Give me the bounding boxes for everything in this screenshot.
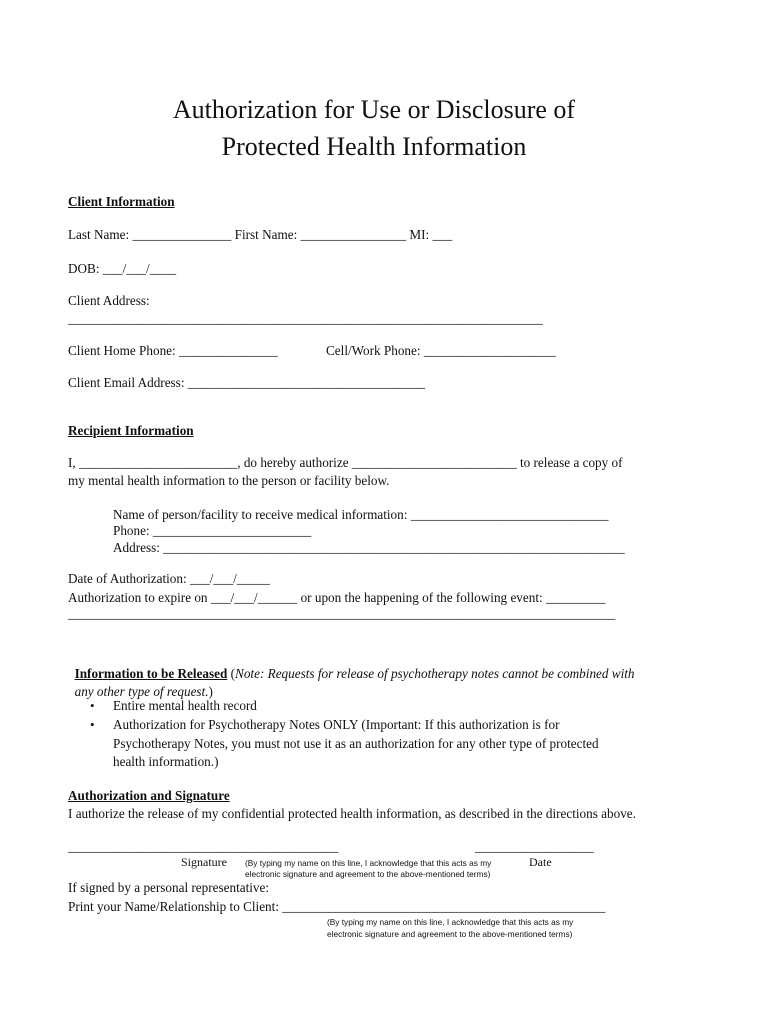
- signature-label: Signature: [181, 855, 227, 869]
- signature-blank: _________________________________________: [68, 839, 339, 854]
- signature-acknowledgement-line-2: electronic signature and agreement to the above-mentioned terms): [245, 869, 491, 879]
- date-blank: __________________: [475, 839, 594, 854]
- release-note-italic-1: Note: Requests for release of psychotherapy notes cannot be combined with: [235, 666, 635, 681]
- authorization-statement: I authorize the release of my confidential protected health information, as described in the directions above.: [68, 806, 636, 821]
- authorize-line-1: I, ________________________, do hereby authorize _________________________ to release a copy of: [68, 455, 623, 470]
- recipient-phone-line: Phone: ________________________: [113, 523, 312, 538]
- representative-acknowledgement-line-1: (By typing my name on this line, I acknowledge that this acts as my: [327, 917, 574, 927]
- release-item-psychotherapy-notes: Authorization for Psychotherapy Notes ONLY (Important: If this authorization is for: [113, 717, 560, 732]
- document-title-line-1: Authorization for Use or Disclosure of: [172, 95, 576, 124]
- date-label: Date: [529, 855, 552, 869]
- note-close-paren: ): [208, 684, 213, 699]
- client-address-blank: ________________________________________________________________________: [68, 311, 543, 326]
- release-note-italic-2: any other type of request.: [74, 684, 209, 699]
- client-information-heading: Client Information: [68, 194, 175, 209]
- information-to-be-released-heading: Information to be Released: [74, 666, 228, 681]
- client-name-line: Last Name: _______________ First Name: ________________ MI: ___: [68, 227, 453, 242]
- bullet-icon: •: [90, 698, 95, 713]
- release-note-line-2: [68, 668, 213, 700]
- document-title-line-2: Protected Health Information: [221, 132, 527, 161]
- bullet-icon: •: [90, 717, 95, 732]
- release-item-psychotherapy-notes-cont-2: health information.): [113, 754, 219, 769]
- recipient-information-heading: Recipient Information: [68, 423, 194, 438]
- expiration-event-blank: ___________________________________________________________________________________: [68, 606, 616, 621]
- recipient-address-line: Address: ______________________________________________________________________: [113, 540, 625, 555]
- client-address-label: Client Address:: [68, 293, 150, 308]
- expiration-line: Authorization to expire on ___/___/______ or upon the happening of the following event: _________: [68, 590, 606, 605]
- personal-representative-label: If signed by a personal representative:: [68, 880, 270, 895]
- client-cell-phone-line: Cell/Work Phone: ____________________: [326, 343, 556, 358]
- client-home-phone-line: Client Home Phone: _______________: [68, 343, 278, 358]
- release-item-psychotherapy-notes-cont-1: Psychotherapy Notes, you must not use it as an authorization for any other type of protected: [113, 736, 599, 751]
- client-email-line: Client Email Address: ____________________________________: [68, 375, 426, 390]
- signature-acknowledgement-line-1: (By typing my name on this line, I acknowledge that this acts as my: [245, 858, 492, 868]
- recipient-name-facility-line: Name of person/facility to receive medical information: ______________________________: [113, 507, 609, 522]
- dob-line: DOB: ___/___/____: [68, 261, 177, 276]
- representative-acknowledgement-line-2: electronic signature and agreement to the above-mentioned terms): [327, 929, 573, 939]
- representative-print-line: Print your Name/Relationship to Client: _________________________________________________: [68, 899, 606, 914]
- release-item-entire-record: Entire mental health record: [113, 698, 257, 713]
- note-open-paren: (: [227, 666, 236, 681]
- authorize-line-2: my mental health information to the person or facility below.: [68, 473, 390, 488]
- authorization-signature-heading: Authorization and Signature: [68, 788, 230, 803]
- date-of-authorization-line: Date of Authorization: ___/___/_____: [68, 571, 270, 586]
